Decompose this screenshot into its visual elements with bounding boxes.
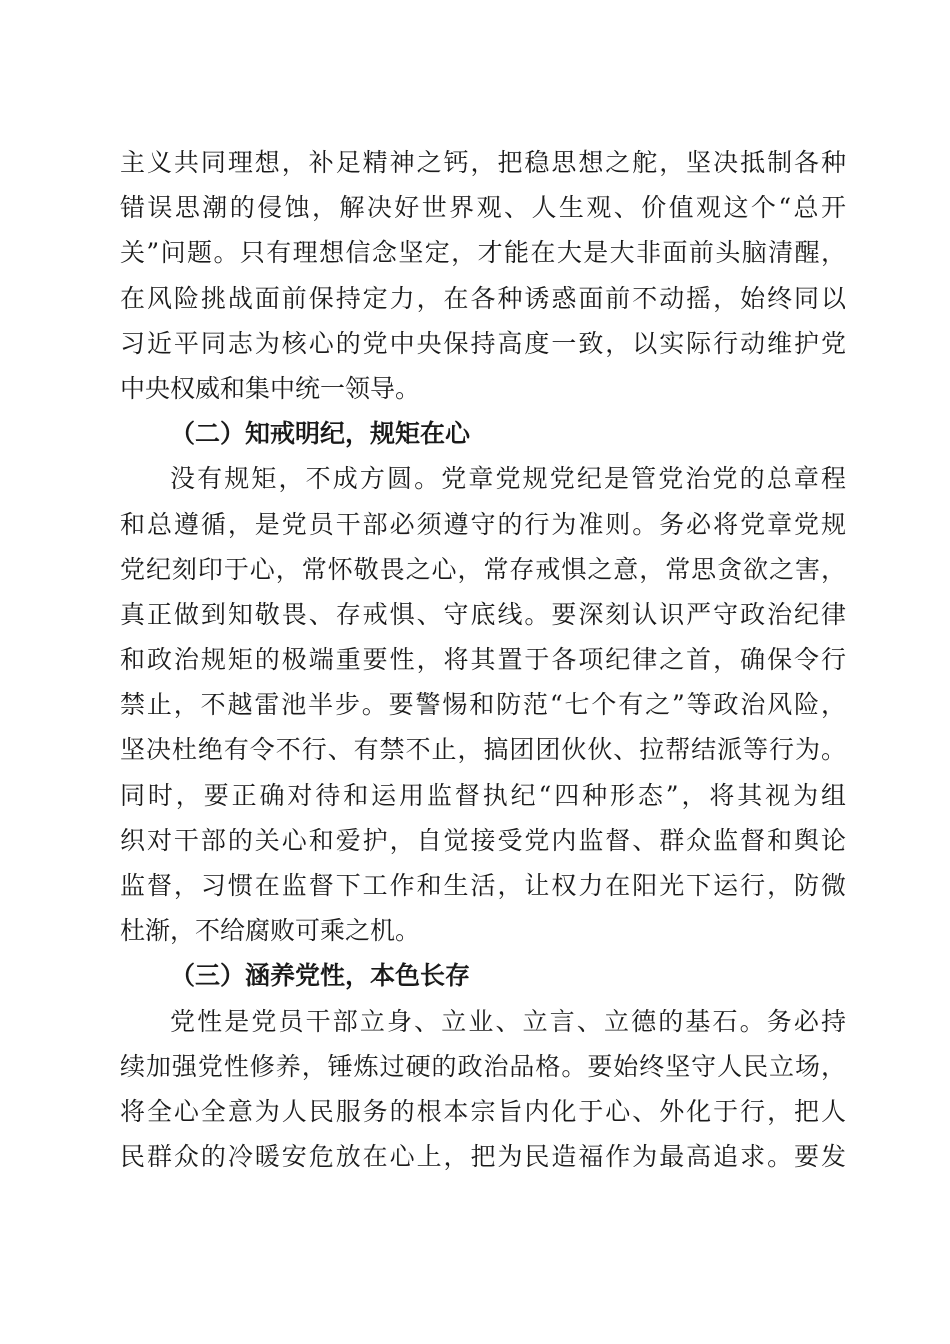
text-line: 中央权威和集中统一领导。 bbox=[120, 373, 421, 403]
text-line: 错误思潮的侵蚀，解决好世界观、人生观、价值观这个“总开 bbox=[120, 193, 846, 223]
text-line: 和政治规矩的极端重要性，将其置于各项纪律之首，确保令行 bbox=[120, 645, 846, 675]
text-line: 没有规矩，不成方圆。党章党规党纪是管党治党的总章程 bbox=[170, 464, 846, 494]
section-3-paragraph bbox=[120, 999, 846, 1180]
text-line: 在风险挑战面前保持定力，在各种诱惑面前不动摇，始终同以 bbox=[120, 283, 846, 313]
document-body bbox=[120, 140, 846, 1179]
text-line: 坚决杜绝有令不行、有禁不止，搞团团伙伙、拉帮结派等行为。 bbox=[120, 735, 846, 765]
text-line: 织对干部的关心和爱护，自觉接受党内监督、群众监督和舆论 bbox=[120, 825, 846, 855]
text-line: 和总遵循，是党员干部必须遵守的行为准则。务必将党章党规 bbox=[120, 509, 846, 539]
text-line: 禁止，不越雷池半步。要警惕和防范“七个有之”等政治风险， bbox=[120, 690, 846, 720]
section-2-paragraph bbox=[120, 456, 846, 953]
text-line: 杜渐，不给腐败可乘之机。 bbox=[120, 916, 421, 946]
text-line: 关”问题。只有理想信念坚定，才能在大是大非面前头脑清醒， bbox=[120, 238, 846, 268]
text-line: 民群众的冷暖安危放在心上，把为民造福作为最高追求。要发 bbox=[120, 1142, 846, 1172]
text-line: 习近平同志为核心的党中央保持高度一致，以实际行动维护党 bbox=[120, 328, 846, 358]
text-line: 监督，习惯在监督下工作和生活，让权力在阳光下运行，防微 bbox=[120, 871, 846, 900]
text-line: 真正做到知敬畏、存戒惧、守底线。要深刻认识严守政治纪律 bbox=[120, 599, 846, 629]
continued-paragraph bbox=[120, 140, 846, 411]
text-line: 续加强党性修养，锤炼过硬的政治品格。要始终坚守人民立场， bbox=[120, 1051, 846, 1081]
text-line: 主义共同理想，补足精神之钙，把稳思想之舵，坚决抵制各种 bbox=[120, 148, 846, 177]
text-line: 党纪刻印于心，常怀敬畏之心，常存戒惧之意，常思贪欲之害， bbox=[120, 554, 846, 584]
section-heading-3: （三）涵养党性，本色长存 bbox=[170, 961, 471, 991]
section-heading-2: （二）知戒明纪，规矩在心 bbox=[170, 419, 471, 449]
text-line: 党性是党员干部立身、立业、立言、立德的基石。务必持 bbox=[170, 1006, 846, 1036]
text-line: 同时，要正确对待和运用监督执纪“四种形态”，将其视为组 bbox=[120, 780, 846, 810]
text-line: 将全心全意为人民服务的根本宗旨内化于心、外化于行，把人 bbox=[120, 1096, 846, 1126]
